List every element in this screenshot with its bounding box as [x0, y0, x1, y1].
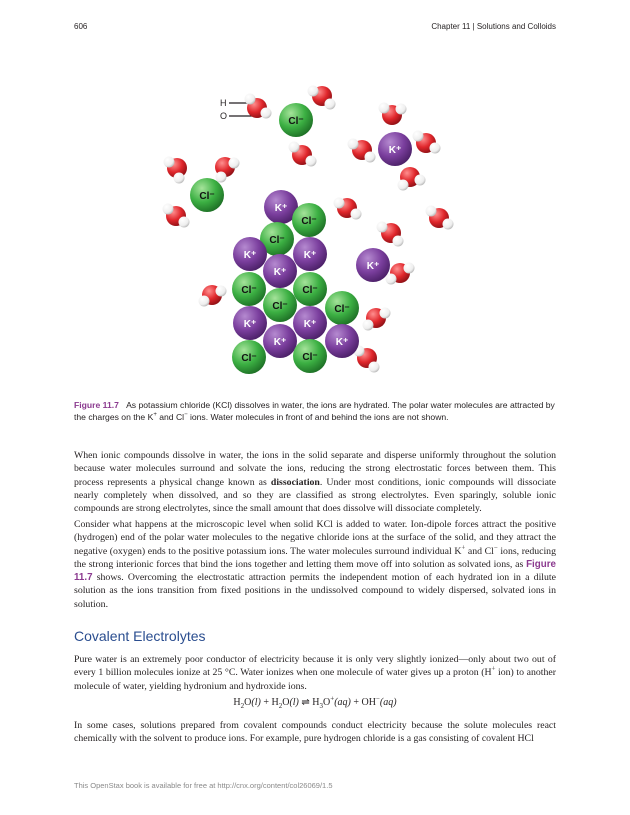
chloride-ion-label: Cl⁻ — [302, 285, 318, 296]
eq-sup-plus: + — [330, 694, 335, 703]
eq-sub2-2: 2 — [278, 702, 283, 710]
atom-group — [163, 86, 454, 375]
eq-state-aq-1: (aq) — [334, 697, 351, 708]
para3-sup: + — [491, 666, 496, 674]
para2-sup1: + — [461, 544, 466, 552]
hydrogen-atom — [348, 139, 359, 150]
eq-o-2: O — [282, 697, 290, 708]
potassium-ion-label: K⁺ — [303, 319, 317, 330]
hydrogen-atom — [393, 236, 404, 247]
hydrogen-atom — [229, 158, 240, 169]
para3-b: ion) to another molecule of water, yielding hydronium and hydroxide ions. — [74, 667, 556, 692]
water-ionization-equation — [74, 694, 556, 710]
paragraph-covalent-compounds: In some cases, solutions prepared from covalent compounds conduct electricity because the solute molecules react chemically with the solvent to produce ions. For example, pure hydrogen chloride is a gas consisting of covalent HCl — [74, 720, 556, 745]
potassium-ion-label: K⁺ — [274, 203, 288, 214]
hydrogen-atom — [245, 94, 256, 105]
potassium-ion-label: K⁺ — [366, 261, 380, 272]
para2-d: shows. Overcoming the electrostatic attraction permits the independent motion of each hydrated ion in a dilute solution as the ions transition from fixed positions in the undissolved compound to widely dispersed, solvated ions in solution. — [74, 572, 556, 610]
eq-state-l-1: (l) — [251, 697, 261, 708]
eq-equilibrium-arrow: ⇌ — [298, 697, 313, 708]
hydrogen-atom — [199, 296, 210, 307]
eq-h-3: H — [312, 697, 320, 708]
potassium-ion-label: K⁺ — [243, 319, 257, 330]
hydrogen-atom — [325, 99, 336, 110]
para1-after: . Under most conditions, ionic compounds will dissociate nearly completely when dissolved, and so they are classified as strong electrolytes. Even sparingly, soluble ionic compounds are strong electrolytes, since the small amount that does dissolve will dissociate completely. — [74, 476, 556, 515]
hydrogen-atom — [351, 209, 362, 220]
hydrogen-atom — [164, 157, 175, 168]
para2-b: and Cl — [465, 545, 494, 557]
hydrogen-atom — [398, 180, 409, 191]
paragraph-water-ionization — [74, 653, 556, 693]
paragraph-kcl-microscopic — [74, 518, 556, 611]
chapter-header: Chapter 11 | Solutions and Colloids — [431, 22, 556, 31]
hydrogen-atom — [380, 308, 391, 319]
caption-text-a: As potassium chloride (KCl) dissolves in water, the ions are hydrated. The polar water molecules are attracted by the charges on the K — [74, 400, 555, 422]
hydrogen-atom — [365, 152, 376, 163]
eq-state-aq-2: (aq) — [379, 697, 397, 708]
chloride-ion-label: Cl⁻ — [199, 191, 215, 202]
hydrogen-atom — [261, 108, 272, 119]
page-number: 606 — [74, 22, 88, 31]
hydrogen-atom — [377, 222, 388, 233]
eq-o-1: O — [244, 697, 252, 708]
chloride-ion-label: Cl⁻ — [334, 304, 350, 315]
hydrogen-atom — [363, 320, 374, 331]
figure-11-7-link[interactable]: Figure 11.7 — [74, 558, 556, 584]
potassium-ion-label: K⁺ — [335, 337, 349, 348]
hydrogen-atom — [396, 104, 407, 115]
figure-caption — [74, 399, 556, 423]
para1-before: When ionic compounds dissolve in water, the ions in the solid separate and disperse uniformly throughout the solution because water molecules surround and solvate the ions, reducing the strong electrostatic forces between them. This process represents a physical change known as — [74, 450, 556, 488]
chloride-ion-label: Cl⁻ — [301, 216, 317, 227]
eq-o-3: O — [323, 697, 331, 708]
figure-label: Figure 11.7 — [74, 400, 119, 410]
eq-sup-minus: − — [375, 694, 380, 703]
hydrogen-atom — [216, 286, 227, 297]
chloride-ion-label: Cl⁻ — [272, 301, 288, 312]
potassium-ion-label: K⁺ — [273, 267, 287, 278]
chloride-ion-label: Cl⁻ — [241, 285, 257, 296]
chloride-ion-label: Cl⁻ — [302, 352, 318, 363]
hydrogen-atom — [289, 142, 300, 153]
eq-oh: OH — [361, 697, 376, 708]
caption-sup-plus: + — [153, 412, 157, 419]
caption-sup-minus: − — [184, 412, 188, 419]
chloride-ion-label: Cl⁻ — [241, 353, 257, 364]
hydrogen-atom — [426, 206, 437, 217]
eq-plus-2: + — [350, 697, 362, 708]
hydrogen-atom — [179, 217, 190, 228]
hydrogen-atom — [413, 131, 424, 142]
eq-h-1: H — [233, 697, 241, 708]
hydrogen-atom — [386, 274, 397, 285]
hydrogen-atom — [306, 156, 317, 167]
hydrogen-atom — [415, 175, 426, 186]
eq-sub2-1: 2 — [240, 702, 245, 710]
para2-sup2: − — [493, 544, 498, 552]
hydrogen-atom — [379, 103, 390, 114]
term-dissociation: dissociation — [270, 476, 320, 488]
eq-state-l-2: (l) — [289, 697, 299, 708]
hydrogen-atom — [174, 173, 185, 184]
eq-h-2: H — [271, 697, 279, 708]
caption-text-c: ions. Water molecules in front of and behind the ions are not shown. — [187, 412, 449, 422]
eq-plus-1: + — [260, 697, 272, 708]
potassium-ion-label: K⁺ — [303, 250, 317, 261]
chloride-ion-label: Cl⁻ — [288, 116, 304, 127]
caption-text-b: and Cl — [156, 412, 185, 422]
footer-openstax-notice: This OpenStax book is available for free at http://cnx.org/content/col26069/1.5 — [74, 781, 333, 790]
kcl-illustration — [74, 75, 556, 393]
hydrogen-atom — [216, 172, 227, 183]
para2-c: ions, reducing the strong interionic forces that bind the ions together and letting them move off into solution as solvated ions, as — [74, 545, 556, 570]
hydrogen-atom — [369, 362, 380, 373]
hydrogen-atom — [308, 86, 319, 97]
legend-h-label: H — [220, 98, 227, 108]
potassium-ion-label: K⁺ — [243, 250, 257, 261]
hydrogen-atom — [430, 143, 441, 154]
potassium-ion-label: K⁺ — [273, 337, 287, 348]
section-title-covalent-electrolytes: Covalent Electrolytes — [74, 628, 206, 644]
chloride-ion-label: Cl⁻ — [269, 235, 285, 246]
hydrogen-atom — [443, 219, 454, 230]
figure-kcl-dissolution — [74, 75, 556, 393]
legend-o-label: O — [220, 111, 228, 121]
eq-sub3: 3 — [319, 702, 324, 710]
hydrogen-atom — [163, 204, 174, 215]
para2-a: Consider what happens at the microscopic level when solid KCl is added to water. Ion-dipole forces attract the positive (hydrogen) end of the polar water molecules to the negative chloride ions at the surface of the solid, and they attract the negative (oxygen) ends to the positive potassium ions. The water molecules surround individual K — [74, 519, 556, 557]
potassium-ion-label: K⁺ — [388, 145, 402, 156]
paragraph-dissociation — [74, 449, 556, 515]
hydrogen-atom — [334, 198, 345, 209]
para3-a: Pure water is an extremely poor conductor of electricity because it is only very slightly ionized—only about two out of every 1 billion molecules ionize at 25 °C. Water ionizes when one molecule of water gives up a proton (H — [74, 654, 556, 679]
hydrogen-atom — [404, 263, 415, 274]
